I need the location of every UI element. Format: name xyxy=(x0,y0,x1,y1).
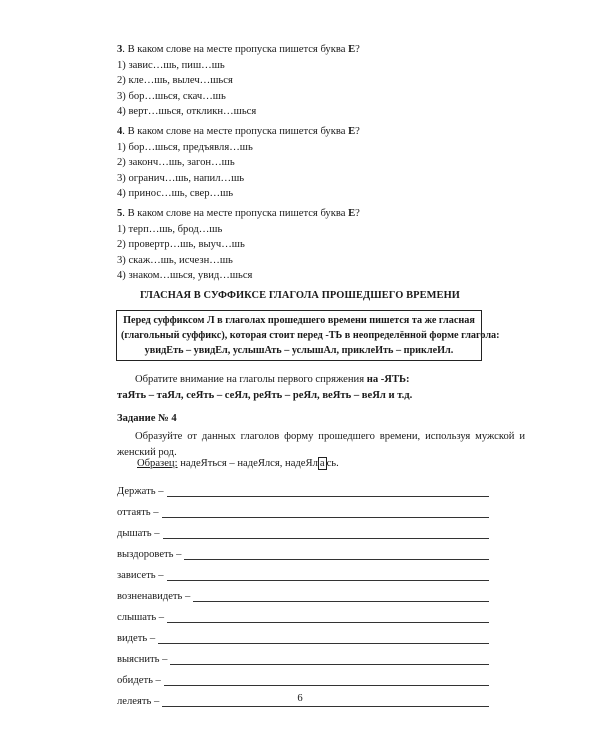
answer-option: 4) принос…шь, свер…шь xyxy=(117,188,234,199)
answer-blank[interactable] xyxy=(167,570,490,581)
answer-blank[interactable] xyxy=(164,675,489,686)
fill-row: зависеть – xyxy=(117,563,489,581)
fill-row: лелеять – xyxy=(117,689,489,707)
answer-option: 1) терп…шь, брод…шь xyxy=(117,223,223,235)
note-examples: таЯть – таЯл, сеЯть – сеЯл, реЯть – реЯл, веЯть – веЯл и т.д. xyxy=(117,390,413,401)
fill-row: Держать – xyxy=(117,479,489,497)
example-label: Образец: xyxy=(137,458,178,469)
answer-option: 1) бор…шься, предъявля…шь xyxy=(117,141,253,153)
boxed-letter: а xyxy=(319,458,325,469)
fill-row: видеть – xyxy=(117,626,489,644)
page-number: 6 xyxy=(297,693,303,704)
fill-row: возненавидеть – xyxy=(117,584,489,602)
answer-blank[interactable] xyxy=(170,654,489,665)
answer-blank[interactable] xyxy=(158,633,489,644)
answer-blank[interactable] xyxy=(162,507,489,518)
answer-option: 4) верт…шься, откликн…шься xyxy=(117,106,257,117)
fill-row: дышать – xyxy=(117,521,489,539)
answer-blank[interactable] xyxy=(167,486,489,497)
fill-row: выяснить – xyxy=(117,647,489,665)
note xyxy=(117,372,515,404)
answer-option: 3) скаж…шь, исчезн…шь xyxy=(117,254,233,266)
question-5 xyxy=(117,206,537,284)
example-line: Образец: надеЯться – надеЯлся, надеЯл а сь. xyxy=(137,458,339,469)
answer-option: 3) бор…шься, скач…шь xyxy=(117,90,226,102)
task-title: Задание № 4 xyxy=(117,413,177,424)
answer-blank[interactable] xyxy=(167,612,489,623)
fill-row: слышать – xyxy=(117,605,489,623)
fill-row: обидеть – xyxy=(117,668,489,686)
question-3 xyxy=(117,42,537,120)
answer-option: 2) кле…шь, вылеч…шься xyxy=(117,75,233,86)
answer-option: 2) законч…шь, загон…шь xyxy=(117,157,235,168)
rule-line: (глагольный суффикс), которая стоит перед -ТЬ в неопределённой форме глагола: xyxy=(121,330,500,341)
question-title: 3. В каком слове на месте пропуска пишется буква Е? xyxy=(117,44,360,55)
answer-option: 3) огранич…шь, напил…шь xyxy=(117,172,245,184)
question-title: 5. В каком слове на месте пропуска пишется буква Е? xyxy=(117,208,360,219)
section-title: ГЛАСНАЯ В СУФФИКСЕ ГЛАГОЛА ПРОШЕДШЕГО ВРЕМЕНИ xyxy=(140,290,460,301)
fill-row: оттаять – xyxy=(117,500,489,518)
answer-blank[interactable] xyxy=(193,591,489,602)
answer-option: 2) провертр…шь, выуч…шь xyxy=(117,239,245,250)
answer-blank[interactable] xyxy=(163,528,490,539)
answer-option: 1) завис…шь, пиш…шь xyxy=(117,59,225,71)
task-instructions: Образуйте от данных глаголов форму прошедшего времени, используя мужской и женский род. xyxy=(117,431,525,458)
rule-line: Перед суффиксом Л в глаголах прошедшего времени пишется та же гласная xyxy=(123,315,475,326)
answer-option: 4) знаком…шься, увид…шься xyxy=(117,270,253,281)
rule-examples: увидЕть – увидЕл, услышАть – услышАл, приклеИть – приклеИл. xyxy=(144,345,454,356)
question-4 xyxy=(117,124,537,202)
note-line: Обратите внимание на глаголы первого спряжения на -ЯТЬ: xyxy=(135,374,410,385)
fill-row: выздороветь – xyxy=(117,542,489,560)
answer-blank[interactable] xyxy=(184,549,489,560)
question-title: 4. В каком слове на месте пропуска пишется буква Е? xyxy=(117,126,360,137)
rule-box xyxy=(116,310,500,361)
